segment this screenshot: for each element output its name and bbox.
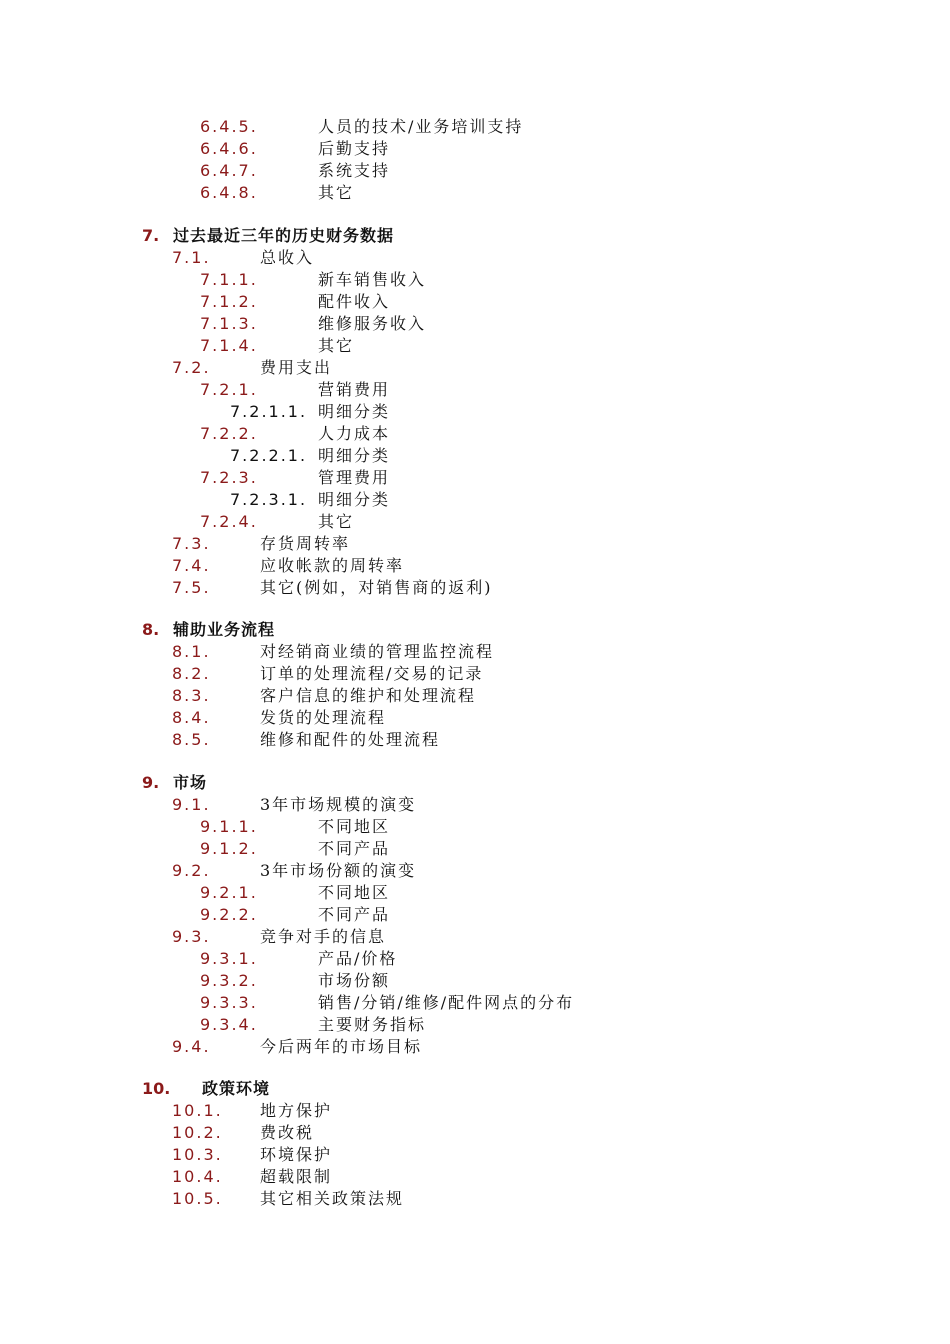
item-number: 9.3.2. <box>200 971 258 990</box>
item-text: 其它 <box>318 183 355 202</box>
item-text: 销售/分销/维修/配件网点的分布 <box>318 993 575 1012</box>
item-number: 8.1. <box>172 642 211 661</box>
item-number: 10.2. <box>172 1123 223 1142</box>
item-number: 8.4. <box>172 708 211 727</box>
item-text: 不同产品 <box>318 905 391 924</box>
item-number: 7.1.1. <box>200 270 258 289</box>
item-number: 9.1.2. <box>200 839 258 858</box>
item-number: 7.1.3. <box>200 314 258 333</box>
item-text: 费用支出 <box>260 358 333 377</box>
item-text: 管理费用 <box>318 468 391 487</box>
section-title: 政策环境 <box>202 1079 271 1098</box>
item-text: 其它 <box>318 336 355 355</box>
item-number: 10.1. <box>172 1101 223 1120</box>
item-text: 产品/价格 <box>318 949 398 968</box>
item-number: 7.2.1.1. <box>230 402 308 421</box>
item-text: 超载限制 <box>260 1167 333 1186</box>
item-text: 其它 <box>318 512 355 531</box>
section-number: 9. <box>142 773 160 792</box>
item-text: 不同地区 <box>318 883 391 902</box>
item-text: 明细分类 <box>318 490 391 509</box>
section-title: 市场 <box>173 773 208 792</box>
item-number: 9.3.4. <box>200 1015 258 1034</box>
item-text: 市场份额 <box>318 971 391 990</box>
item-text: 不同地区 <box>318 817 391 836</box>
item-text: 对经销商业绩的管理监控流程 <box>260 642 495 661</box>
item-number: 9.3.1. <box>200 949 258 968</box>
item-number: 8.5. <box>172 730 211 749</box>
item-number: 10.5. <box>172 1189 223 1208</box>
item-text: 总收入 <box>260 248 315 267</box>
item-number: 9.2.2. <box>200 905 258 924</box>
item-number: 9.2.1. <box>200 883 258 902</box>
item-text: 营销费用 <box>318 380 391 399</box>
item-text: 主要财务指标 <box>318 1015 427 1034</box>
item-text: 明细分类 <box>318 446 391 465</box>
item-number: 7.2.3. <box>200 468 258 487</box>
section-title: 过去最近三年的历史财务数据 <box>173 226 395 245</box>
item-text: 其它(例如，对销售商的返利) <box>260 578 493 597</box>
item-text: 系统支持 <box>318 161 391 180</box>
item-number: 10.4. <box>172 1167 223 1186</box>
item-text: 维修和配件的处理流程 <box>260 730 441 749</box>
item-text: 今后两年的市场目标 <box>260 1037 423 1056</box>
item-number: 7.3. <box>172 534 211 553</box>
item-text: 3年市场份额的演变 <box>260 861 417 880</box>
item-number: 7.2.2.1. <box>230 446 308 465</box>
item-number: 7.2.2. <box>200 424 258 443</box>
item-number: 6.4.5. <box>200 117 258 136</box>
item-number: 9.3.3. <box>200 993 258 1012</box>
item-text: 人力成本 <box>318 424 391 443</box>
item-text: 存货周转率 <box>260 534 351 553</box>
item-text: 其它相关政策法规 <box>260 1189 405 1208</box>
section-title: 辅助业务流程 <box>173 620 276 639</box>
item-text: 竞争对手的信息 <box>260 927 387 946</box>
item-text: 人员的技术/业务培训支持 <box>318 117 524 136</box>
item-text: 不同产品 <box>318 839 391 858</box>
item-number: 9.4. <box>172 1037 211 1056</box>
item-text: 应收帐款的周转率 <box>260 556 405 575</box>
item-text: 地方保护 <box>260 1101 333 1120</box>
item-number: 7.2.3.1. <box>230 490 308 509</box>
item-number: 6.4.8. <box>200 183 258 202</box>
item-text: 客户信息的维护和处理流程 <box>260 686 477 705</box>
item-number: 7.1. <box>172 248 211 267</box>
item-number: 7.4. <box>172 556 211 575</box>
item-number: 10.3. <box>172 1145 223 1164</box>
item-text: 维修服务收入 <box>318 314 427 333</box>
item-text: 后勤支持 <box>318 139 391 158</box>
item-text: 发货的处理流程 <box>260 708 387 727</box>
item-text: 明细分类 <box>318 402 391 421</box>
item-text: 配件收入 <box>318 292 391 311</box>
item-number: 6.4.7. <box>200 161 258 180</box>
item-text: 新车销售收入 <box>318 270 427 289</box>
section-number: 10. <box>142 1079 171 1098</box>
item-number: 7.2.1. <box>200 380 258 399</box>
item-number: 7.2.4. <box>200 512 258 531</box>
item-number: 7.1.4. <box>200 336 258 355</box>
section-number: 7. <box>142 226 160 245</box>
item-number: 8.3. <box>172 686 211 705</box>
item-text: 费改税 <box>260 1123 315 1142</box>
item-number: 7.1.2. <box>200 292 258 311</box>
section-number: 8. <box>142 620 160 639</box>
item-number: 7.2. <box>172 358 211 377</box>
item-number: 9.1.1. <box>200 817 258 836</box>
item-text: 环境保护 <box>260 1145 333 1164</box>
item-number: 8.2. <box>172 664 211 683</box>
item-number: 9.1. <box>172 795 211 814</box>
item-number: 7.5. <box>172 578 211 597</box>
item-number: 6.4.6. <box>200 139 258 158</box>
item-number: 9.2. <box>172 861 211 880</box>
item-text: 订单的处理流程/交易的记录 <box>260 664 484 683</box>
item-text: 3年市场规模的演变 <box>260 795 417 814</box>
item-number: 9.3. <box>172 927 211 946</box>
